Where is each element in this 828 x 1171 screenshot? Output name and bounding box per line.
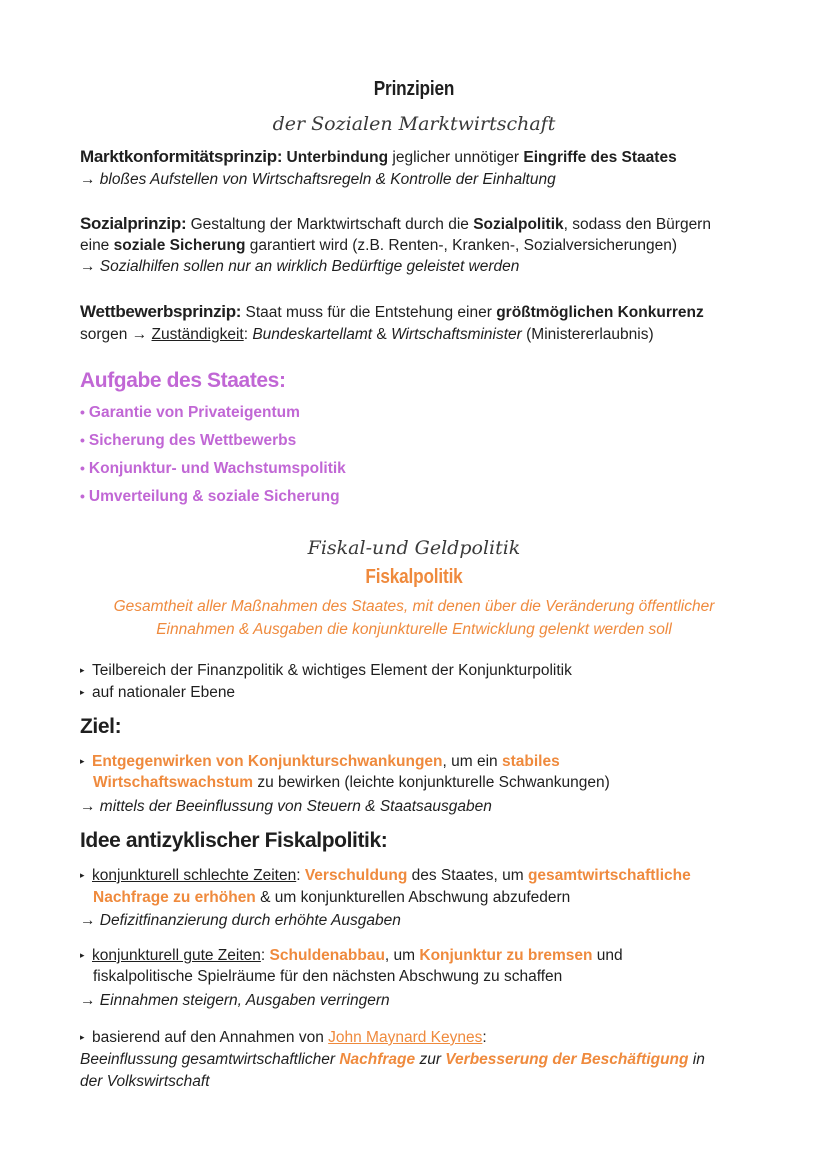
wettbewerb-line-2: sorgen → Zuständigkeit: Bundeskartellamt & Wirtschaftsminister (Ministererlaubnis)	[80, 326, 654, 343]
triangle-bullet-icon: ▸	[80, 950, 85, 960]
idee-heading: Idee antizyklischer Fiskalpolitik:	[80, 829, 388, 852]
triangle-bullet-icon: ▸	[80, 687, 85, 697]
ziel-line-2: Wirtschaftswachstum zu bewirken (leichte konjunkturelle Schwankungen)	[93, 774, 610, 791]
idee-s3-line-1: ▸ basierend auf den Annahmen von John Maynard Keynes:	[80, 1026, 487, 1049]
aufgabe-item: • Konjunktur- und Wachstumspolitik	[80, 460, 346, 477]
fiskal-bullet: ▸ auf nationaler Ebene	[80, 681, 235, 704]
idee-s3-line-2: Beeinflussung gesamtwirtschaftlicher Nachfrage zur Verbesserung der Beschäftigung in	[80, 1051, 705, 1068]
bullet-dot-icon: •	[80, 404, 85, 420]
bullet-dot-icon: •	[80, 432, 85, 448]
ziel-arrow: → mittels der Beeinflussung von Steuern & Staatsausgaben	[80, 798, 492, 815]
fiskal-bullet: ▸ Teilbereich der Finanzpolitik & wichtiges Element der Konjunkturpolitik	[80, 659, 572, 682]
sozial-arrow: → Sozialhilfen sollen nur an wirklich Bedürftige geleistet werden	[80, 258, 520, 275]
fiskal-definition-1: Gesamtheit aller Maßnahmen des Staates, mit denen über die Veränderung öffentlicher	[113, 598, 715, 615]
markt-arrow: → bloßes Aufstellen von Wirtschaftsregeln & Kontrolle der Einhaltung	[80, 171, 556, 188]
idee-s1-line-2: Nachfrage zu erhöhen & um konjunkturellen Abschwung abzufedern	[93, 889, 571, 906]
fiskal-heading: Fiskalpolitik	[365, 566, 463, 588]
ziel-line-1: ▸ Entgegenwirken von Konjunkturschwankungen, um ein stabiles	[80, 750, 560, 773]
aufgabe-item: • Garantie von Privateigentum	[80, 404, 300, 421]
page-title: Prinzipien	[373, 78, 455, 100]
markt-term: Marktkonformitätsprinzip:	[80, 147, 283, 166]
triangle-bullet-icon: ▸	[80, 870, 85, 880]
sozial-term: Sozialprinzip:	[80, 214, 187, 233]
fiskal-definition-2: Einnahmen & Ausgaben die konjunkturelle Entwicklung gelenkt werden soll	[156, 621, 672, 638]
idee-s3-line-3: der Volkswirtschaft	[80, 1073, 210, 1090]
idee-s2-line-1: ▸ konjunkturell gute Zeiten: Schuldenabbau, um Konjunktur zu bremsen und	[80, 944, 623, 967]
sozial-line-1: Sozialprinzip: Gestaltung der Marktwirtschaft durch die Sozialpolitik, sodass den Bürgern	[80, 214, 711, 233]
idee-s1-line-1: ▸ konjunkturell schlechte Zeiten: Verschuldung des Staates, um gesamtwirtschaftliche	[80, 864, 691, 887]
aufgabe-item: • Sicherung des Wettbewerbs	[80, 432, 297, 449]
triangle-bullet-icon: ▸	[80, 665, 85, 675]
triangle-bullet-icon: ▸	[80, 756, 85, 766]
bullet-dot-icon: •	[80, 488, 85, 504]
idee-s2-line-2: fiskalpolitische Spielräume für den nächsten Abschwung zu schaffen	[93, 968, 563, 985]
bullet-dot-icon: •	[80, 460, 85, 476]
sozial-line-2: eine soziale Sicherung garantiert wird (z.B. Renten-, Kranken-, Sozialversicherungen)	[80, 237, 678, 254]
aufgabe-item: • Umverteilung & soziale Sicherung	[80, 488, 340, 505]
keynes-link[interactable]: John Maynard Keynes	[328, 1029, 483, 1046]
wettbewerb-term: Wettbewerbsprinzip:	[80, 302, 242, 321]
section-script-title: Fiskal-und Geldpolitik	[307, 537, 521, 559]
ziel-heading: Ziel:	[80, 715, 122, 738]
wettbewerb-line-1: Wettbewerbsprinzip: Staat muss für die Entstehung einer größtmöglichen Konkurrenz	[80, 302, 704, 321]
triangle-bullet-icon: ▸	[80, 1032, 85, 1042]
markt-line-1: Marktkonformitätsprinzip: Unterbindung jeglicher unnötiger Eingriffe des Staates	[80, 147, 677, 166]
idee-s2-arrow: → Einnahmen steigern, Ausgaben verringern	[80, 992, 390, 1009]
aufgabe-heading: Aufgabe des Staates:	[80, 369, 286, 392]
page-subtitle: der Sozialen Marktwirtschaft	[272, 113, 556, 135]
idee-s1-arrow: → Defizitfinanzierung durch erhöhte Ausgaben	[80, 912, 401, 929]
